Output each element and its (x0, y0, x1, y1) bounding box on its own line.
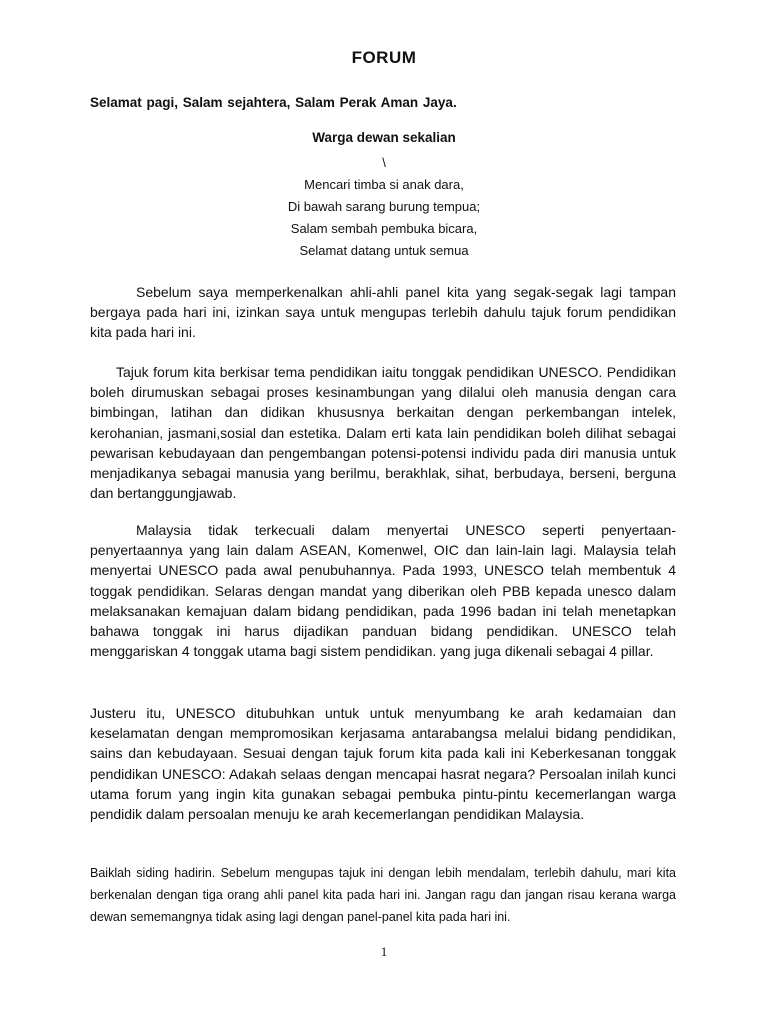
paragraph-unesco: Justeru itu, UNESCO ditubuhkan untuk untuk menyumbang ke arah kedamaian dan keselamatan dengan mempromosikan kerjasama antarabangsa melalui bidang pendidikan, sains dan kebudayaan. Sesuai dengan tajuk forum kita pada kali ini Keberkesanan tonggak pendidikan UNESCO: Adakah selaas dengan mencapai hasrat negara? Persoalan inilah kunci utama forum yang ingin kita gunakan sebagai pembuka pintu-pintu kecemerlangan warga pendidik dalam persoalan menuju ke arah kecemerlangan pendidikan Malaysia. (90, 705, 676, 823)
paragraph-closing: Baiklah siding hadirin. Sebelum mengupas tajuk ini dengan lebih mendalam, terlebih dahulu, mari kita berkenalan dengan tiga orang ahli panel kita pada hari ini. Jangan ragu dan jangan risau kerana warga dewan sememangnya tidak asing lagi dengan panel-panel kita pada hari ini. (90, 866, 676, 924)
page-number: 1 (380, 944, 388, 959)
paragraph-malaysia: Malaysia tidak terkecuali dalam menyertai UNESCO seperti penyertaan-penyertaannya yang lain dalam ASEAN, Komenwel, OIC dan lain-lain lagi. Malaysia telah menyertai UNESCO pada awal penubuhannya. Pada 1993, UNESCO telah membentuk 4 toggak pendidikan. Selaras dengan mandat yang diberikan oleh PBB kepada unesco dalam melaksanakan kemajuan dalam bidang pendidikan, pada 1996 badan ini telah menetapkan bahawa tonggak ini harus dijadikan panduan bidang pendidikan. UNESCO telah menggariskan 4 tonggak utama bagi sistem pendidikan. yang juga dikenali sebagai 4 pillar. (90, 522, 676, 660)
paragraph-intro: Sebelum saya memperkenalkan ahli-ahli panel kita yang segak-segak lagi tampan bergaya pada hari ini, izinkan saya untuk mengupas terlebih dahulu tajuk forum pendidikan kita pada hari ini. (90, 284, 676, 341)
pantun-verse (0, 152, 768, 262)
pantun-line: Mencari timba si anak dara, (304, 177, 464, 192)
subheading: Warga dewan sekalian (312, 130, 456, 145)
document-title: FORUM (351, 48, 417, 67)
pantun-line: Selamat datang untuk semua (299, 243, 469, 258)
pantun-line: Salam sembah pembuka bicara, (290, 221, 478, 236)
pantun-line: \ (382, 155, 386, 170)
greeting-line: Selamat pagi, Salam sejahtera, Salam Perak Aman Jaya. (90, 95, 457, 110)
pantun-line: Di bawah sarang burung tempua; (287, 199, 481, 214)
paragraph-topic: Tajuk forum kita berkisar tema pendidikan iaitu tonggak pendidikan UNESCO. Pendidikan boleh dirumuskan sebagai proses kesinambungan yang dilalui oleh manusia dengan cara bimbingan, latihan dan didikan khususnya berkaitan dengan perkembangan intelek, kerohanian, jasmani,sosial dan estetika. Dalam erti kata lain pendidikan boleh dilihat sebagai pewarisan kebudayaan dan pengembangan potensi-potensi individu pada diri manusia untuk menjadikanya sebagai manusia yang berilmu, berakhlak, sihat, berbudaya, berseni, berguna dan bertanggungjawab. (90, 364, 676, 502)
